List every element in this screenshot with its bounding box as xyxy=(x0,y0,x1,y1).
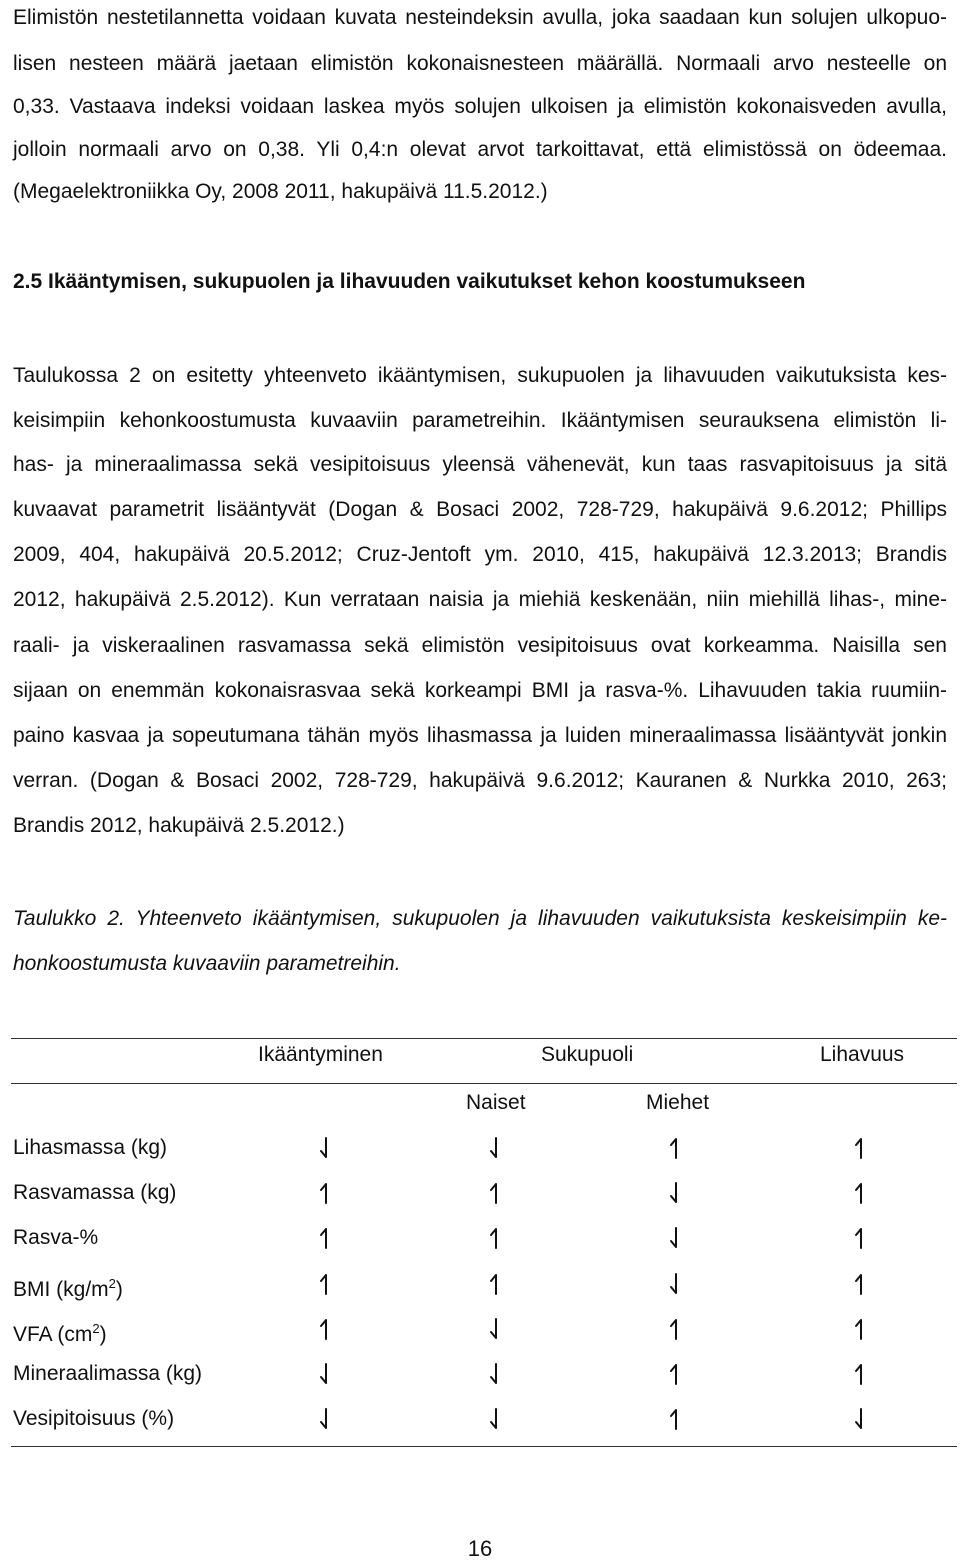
paragraph-2-line-3: has- ja mineraalimassa sekä vesipitoisuus yleensä vähenevät, kun taas rasvapitoisuus ja sitä xyxy=(13,453,947,476)
arrow-up-icon xyxy=(318,1181,338,1205)
row-label-suffix: ) xyxy=(99,1323,107,1346)
paragraph-1-line-5: (Megaelektroniikka Oy, 2008 2011, hakupäivä 11.5.2012.) xyxy=(13,180,548,203)
header-men: Miehet xyxy=(646,1091,710,1114)
arrow-down-icon xyxy=(488,1317,508,1341)
row-label-text: Rasvamassa (kg) xyxy=(13,1181,177,1204)
table-caption-line-2: honkoostumusta kuvaaviin parametreihin. xyxy=(13,952,401,975)
paragraph-2-line-9: paino kasvaa ja sopeutumana tähän myös lihasmassa ja luiden mineraalimassa lisääntyvät jonkin xyxy=(13,724,947,747)
arrow-down-icon xyxy=(318,1136,338,1160)
section-heading: 2.5 Ikääntymisen, sukupuolen ja lihavuuden vaikutukset kehon koostumukseen xyxy=(13,270,806,293)
arrow-up-icon xyxy=(853,1272,873,1296)
row-label-text: Mineraalimassa (kg) xyxy=(13,1362,203,1385)
row-label-superscript: 2 xyxy=(92,1321,100,1336)
arrow-up-icon xyxy=(318,1317,338,1341)
row-label xyxy=(13,1405,174,1433)
arrow-up-icon xyxy=(668,1317,688,1341)
row-label-text: VFA (cm xyxy=(13,1323,93,1346)
arrow-up-icon xyxy=(488,1272,508,1296)
row-label xyxy=(13,1270,123,1304)
table-caption-line-1: Taulukko 2. Yhteenveto ikääntymisen, sukupuolen ja lihavuuden vaikutuksista keskeisimpiin ke- xyxy=(13,907,947,930)
paragraph-1-line-4: jolloin normaali arvo on 0,38. Yli 0,4:n olevat arvot tarkoittavat, että elimistössä on ödeemaa. xyxy=(13,138,947,161)
arrow-up-icon xyxy=(853,1136,873,1160)
table-bottom-rule xyxy=(11,1446,957,1447)
arrow-down-icon xyxy=(488,1136,508,1160)
header-sex: Sukupuoli xyxy=(541,1043,634,1066)
row-label-text: BMI (kg/m xyxy=(13,1278,109,1301)
arrow-down-icon xyxy=(318,1407,338,1431)
row-label-text: Lihasmassa (kg) xyxy=(13,1136,168,1159)
arrow-down-icon xyxy=(488,1362,508,1386)
table-header-rule xyxy=(11,1083,957,1084)
paragraph-2-line-10: verran. (Dogan & Bosaci 2002, 728-729, hakupäivä 9.6.2012; Kauranen & Nurkka 2010, 263; xyxy=(13,769,947,792)
arrow-up-icon xyxy=(668,1136,688,1160)
row-label xyxy=(13,1315,107,1349)
paragraph-1-line-3: 0,33. Vastaava indeksi voidaan laskea myös solujen ulkoisen ja elimistön kokonaisveden avulla, xyxy=(13,95,947,118)
arrow-up-icon xyxy=(853,1181,873,1205)
arrow-down-icon xyxy=(488,1407,508,1431)
page-number: 16 xyxy=(467,1536,493,1561)
arrow-down-icon xyxy=(668,1226,688,1250)
paragraph-2-line-11: Brandis 2012, hakupäivä 2.5.2012.) xyxy=(13,814,345,837)
arrow-down-icon xyxy=(668,1272,688,1296)
row-label-superscript: 2 xyxy=(108,1276,116,1291)
paragraph-2-line-6: 2012, hakupäivä 2.5.2012). Kun verrataan naisia ja miehiä keskenään, niin miehillä lihas-, mine- xyxy=(13,588,947,611)
paragraph-2-line-2: keisimpiin kehonkoostumusta kuvaaviin parametreihin. Ikääntymisen seurauksena elimistön li- xyxy=(13,409,947,432)
paragraph-2-line-8: sijaan on enemmän kokonaisrasvaa sekä korkeampi BMI ja rasva-%. Lihavuuden takia ruumiin- xyxy=(13,679,947,702)
arrow-up-icon xyxy=(318,1226,338,1250)
header-obesity: Lihavuus xyxy=(820,1043,905,1066)
header-women: Naiset xyxy=(466,1091,526,1114)
paragraph-2-line-1: Taulukossa 2 on esitetty yhteenveto ikääntymisen, sukupuolen ja lihavuuden vaikutuksista kes- xyxy=(13,364,947,387)
paragraph-2-line-7: raali- ja viskeraalinen rasvamassa sekä elimistön vesipitoisuus ovat korkeamma. Naisilla sen xyxy=(13,634,947,657)
header-ageing: Ikääntyminen xyxy=(258,1043,383,1066)
arrow-up-icon xyxy=(668,1407,688,1431)
row-label-text: Rasva-% xyxy=(13,1226,99,1249)
row-label xyxy=(13,1360,202,1388)
row-label xyxy=(13,1179,176,1207)
paragraph-1-line-1: Elimistön nestetilannetta voidaan kuvata nesteindeksin avulla, joka saadaan kun solujen ulkopuo- xyxy=(13,6,947,29)
arrow-down-icon xyxy=(853,1407,873,1431)
paragraph-1-line-2: lisen nesteen määrä jaetaan elimistön kokonaisnesteen määrällä. Normaali arvo nesteelle on xyxy=(13,52,947,75)
arrow-down-icon xyxy=(668,1181,688,1205)
arrow-up-icon xyxy=(853,1317,873,1341)
arrow-up-icon xyxy=(488,1226,508,1250)
arrow-up-icon xyxy=(318,1272,338,1296)
row-label-suffix: ) xyxy=(115,1278,123,1301)
arrow-up-icon xyxy=(853,1226,873,1250)
arrow-up-icon xyxy=(668,1362,688,1386)
row-label xyxy=(13,1134,167,1162)
paragraph-2-line-5: 2009, 404, hakupäivä 20.5.2012; Cruz-Jentoft ym. 2010, 415, hakupäivä 12.3.2013; Brandis xyxy=(13,543,947,566)
arrow-down-icon xyxy=(318,1362,338,1386)
table-top-rule xyxy=(11,1038,957,1039)
arrow-up-icon xyxy=(488,1181,508,1205)
arrow-up-icon xyxy=(853,1362,873,1386)
paragraph-2-line-4: kuvaavat parametrit lisääntyvät (Dogan & Bosaci 2002, 728-729, hakupäivä 9.6.2012; Phillips xyxy=(13,498,947,521)
row-label xyxy=(13,1224,98,1252)
row-label-text: Vesipitoisuus (%) xyxy=(13,1407,175,1430)
